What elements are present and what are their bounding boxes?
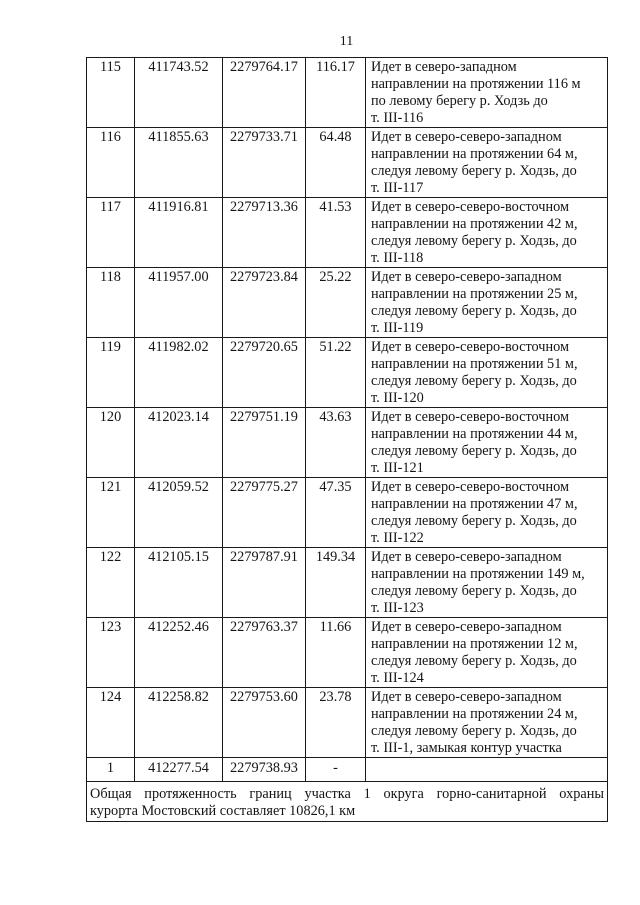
description-line: т. III-118 bbox=[371, 250, 424, 266]
description-cell bbox=[366, 268, 608, 338]
total-length-line: курорта Мостовский составляет 10826,1 км bbox=[90, 803, 356, 819]
distance-cell: 116.17 bbox=[306, 58, 366, 128]
description-cell bbox=[366, 338, 608, 408]
description-line: направлении на протяжении 12 м, bbox=[371, 636, 578, 652]
page-number: 11 bbox=[339, 34, 354, 49]
y-coordinate-cell: 2279723.84 bbox=[223, 268, 306, 338]
x-coordinate-cell: 411743.52 bbox=[135, 58, 223, 128]
description-line: т. III-122 bbox=[371, 530, 424, 546]
distance-cell: 43.63 bbox=[306, 408, 366, 478]
description-line: следуя левому берегу р. Ходзь, до bbox=[371, 443, 577, 459]
boundary-coordinates-table bbox=[86, 57, 608, 822]
x-coordinate-cell: 411855.63 bbox=[135, 128, 223, 198]
x-coordinate-cell: 412023.14 bbox=[135, 408, 223, 478]
table-row bbox=[87, 618, 608, 688]
x-coordinate-cell: 412277.54 bbox=[135, 758, 223, 782]
description-line: т. III-1, замыкая контур участка bbox=[371, 740, 562, 756]
description-line: т. III-123 bbox=[371, 600, 424, 616]
description-cell bbox=[366, 758, 608, 782]
point-number-cell: 117 bbox=[87, 198, 135, 268]
description-line: направлении на протяжении 47 м, bbox=[371, 496, 578, 512]
y-coordinate-cell: 2279733.71 bbox=[223, 128, 306, 198]
y-coordinate-cell: 2279775.27 bbox=[223, 478, 306, 548]
description-line: т. III-124 bbox=[371, 670, 424, 686]
table-row bbox=[87, 338, 608, 408]
description-line: т. III-121 bbox=[371, 460, 424, 476]
distance-cell: 64.48 bbox=[306, 128, 366, 198]
description-line: Идет в северо-северо-западном bbox=[371, 619, 562, 635]
description-line: Идет в северо-северо-восточном bbox=[371, 409, 570, 425]
description-cell bbox=[366, 128, 608, 198]
description-line: направлении на протяжении 42 м, bbox=[371, 216, 578, 232]
y-coordinate-cell: 2279787.91 bbox=[223, 548, 306, 618]
description-line: направлении на протяжении 24 м, bbox=[371, 706, 578, 722]
x-coordinate-cell: 412258.82 bbox=[135, 688, 223, 758]
x-coordinate-cell: 412252.46 bbox=[135, 618, 223, 688]
x-coordinate-cell: 412105.15 bbox=[135, 548, 223, 618]
description-line: следуя левому берегу р. Ходзь, до bbox=[371, 163, 577, 179]
distance-cell: 51.22 bbox=[306, 338, 366, 408]
x-coordinate-cell: 411957.00 bbox=[135, 268, 223, 338]
point-number-cell: 120 bbox=[87, 408, 135, 478]
table-row bbox=[87, 758, 608, 782]
description-line: Идет в северо-западном bbox=[371, 59, 517, 75]
description-line: следуя левому берегу р. Ходзь, до bbox=[371, 583, 577, 599]
y-coordinate-cell: 2279751.19 bbox=[223, 408, 306, 478]
y-coordinate-cell: 2279763.37 bbox=[223, 618, 306, 688]
point-number-cell: 115 bbox=[87, 58, 135, 128]
table-row bbox=[87, 128, 608, 198]
description-line: Идет в северо-северо-западном bbox=[371, 549, 562, 565]
description-line: следуя левому берегу р. Ходзь, до bbox=[371, 653, 577, 669]
point-number-cell: 123 bbox=[87, 618, 135, 688]
distance-cell: 149.34 bbox=[306, 548, 366, 618]
description-cell bbox=[366, 58, 608, 128]
description-cell bbox=[366, 688, 608, 758]
x-coordinate-cell: 411982.02 bbox=[135, 338, 223, 408]
description-line: следуя левому берегу р. Ходзь, до bbox=[371, 303, 577, 319]
table-row bbox=[87, 268, 608, 338]
description-cell bbox=[366, 198, 608, 268]
description-line: следуя левому берегу р. Ходзь, до bbox=[371, 373, 577, 389]
description-line: Идет в северо-северо-восточном bbox=[371, 199, 570, 215]
distance-cell: - bbox=[306, 758, 366, 782]
x-coordinate-cell: 411916.81 bbox=[135, 198, 223, 268]
y-coordinate-cell: 2279738.93 bbox=[223, 758, 306, 782]
description-line: Идет в северо-северо-западном bbox=[371, 269, 562, 285]
point-number-cell: 119 bbox=[87, 338, 135, 408]
description-cell bbox=[366, 618, 608, 688]
distance-cell: 11.66 bbox=[306, 618, 366, 688]
point-number-cell: 118 bbox=[87, 268, 135, 338]
y-coordinate-cell: 2279764.17 bbox=[223, 58, 306, 128]
description-cell bbox=[366, 548, 608, 618]
description-line: следуя левому берегу р. Ходзь, до bbox=[371, 513, 577, 529]
total-length-cell bbox=[87, 782, 608, 822]
description-line: направлении на протяжении 51 м, bbox=[371, 356, 578, 372]
y-coordinate-cell: 2279753.60 bbox=[223, 688, 306, 758]
distance-cell: 41.53 bbox=[306, 198, 366, 268]
description-line: направлении на протяжении 25 м, bbox=[371, 286, 578, 302]
description-cell bbox=[366, 408, 608, 478]
description-line: т. III-116 bbox=[371, 110, 424, 126]
point-number-cell: 116 bbox=[87, 128, 135, 198]
description-line: направлении на протяжении 64 м, bbox=[371, 146, 578, 162]
table-row bbox=[87, 548, 608, 618]
description-line: направлении на протяжении 44 м, bbox=[371, 426, 578, 442]
total-length-line: Общая протяженность границ участка 1 округа горно-санитарной охраны bbox=[90, 786, 604, 802]
description-line: направлении на протяжении 116 м bbox=[371, 76, 581, 92]
table-row bbox=[87, 688, 608, 758]
description-line: направлении на протяжении 149 м, bbox=[371, 566, 585, 582]
table-row bbox=[87, 478, 608, 548]
description-line: Идет в северо-северо-восточном bbox=[371, 479, 570, 495]
description-line: Идет в северо-северо-западном bbox=[371, 689, 562, 705]
point-number-cell: 121 bbox=[87, 478, 135, 548]
description-cell bbox=[366, 478, 608, 548]
total-row bbox=[87, 782, 608, 822]
table-row bbox=[87, 408, 608, 478]
point-number-cell: 122 bbox=[87, 548, 135, 618]
table-row bbox=[87, 58, 608, 128]
description-line: т. III-119 bbox=[371, 320, 424, 336]
description-line: Идет в северо-северо-западном bbox=[371, 129, 562, 145]
description-line: по левому берегу р. Ходзь до bbox=[371, 93, 548, 109]
distance-cell: 47.35 bbox=[306, 478, 366, 548]
point-number-cell: 124 bbox=[87, 688, 135, 758]
description-line: следуя левому берегу р. Ходзь, до bbox=[371, 723, 577, 739]
x-coordinate-cell: 412059.52 bbox=[135, 478, 223, 548]
description-line: следуя левому берегу р. Ходзь, до bbox=[371, 233, 577, 249]
y-coordinate-cell: 2279720.65 bbox=[223, 338, 306, 408]
description-line: Идет в северо-северо-восточном bbox=[371, 339, 570, 355]
description-line: т. III-117 bbox=[371, 180, 424, 196]
table-row bbox=[87, 198, 608, 268]
point-number-cell: 1 bbox=[87, 758, 135, 782]
distance-cell: 23.78 bbox=[306, 688, 366, 758]
distance-cell: 25.22 bbox=[306, 268, 366, 338]
y-coordinate-cell: 2279713.36 bbox=[223, 198, 306, 268]
description-line: т. III-120 bbox=[371, 390, 424, 406]
